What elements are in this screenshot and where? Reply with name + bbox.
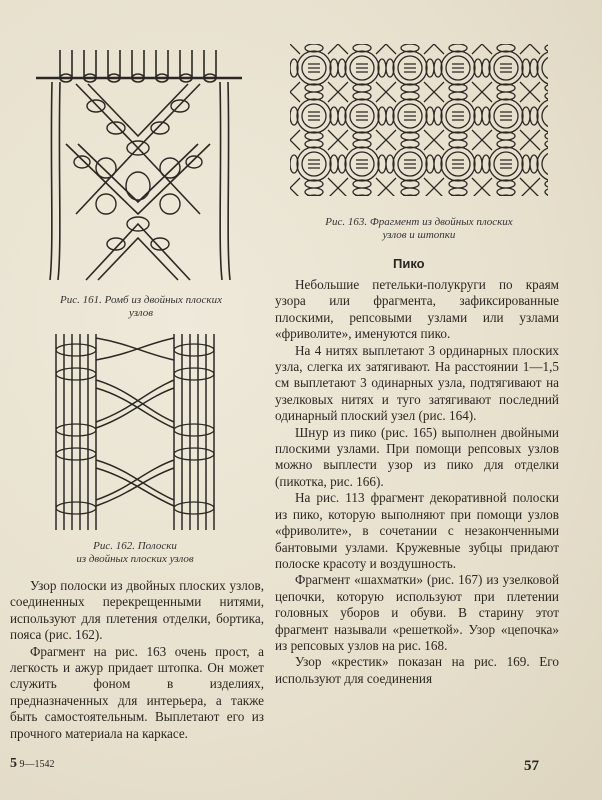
paragraph: На 4 нитях выплетают 3 ординарных плоских узла, слегка их затягивают. На расстоянии 1—1,5 см выплетают 3 одинарных узла, подтягивают на узелковых нитях и туго затягивают последний одинарный плоский узел (рис. 164). xyxy=(275,342,559,424)
figure-162-caption xyxy=(50,540,220,566)
figure-161-caption xyxy=(36,294,246,320)
paragraph: Фрагмент «шахматки» (рис. 167) из узелковой цепочки, которую используют при плетении головных уборов и обуви. В старину этот фрагмент называли «решеткой». Узор «цепочка» из репсовых узлов на рис. 168. xyxy=(275,572,559,653)
section-heading: Пико xyxy=(393,256,425,271)
figure-162-illustration xyxy=(50,330,220,536)
paragraph: Небольшие петельки-полукруги по краям узора или фрагмента, зафиксированные плоскими, репсовыми узлами или узлами «фриволите», именуются пико. xyxy=(275,277,559,342)
paragraph: Шнур из пико (рис. 165) выполнен двойными плоскими узлами. При помощи репсовых узлов можно выплести узор из пико для отделки (пикотка, рис. 166). xyxy=(275,424,559,489)
right-column-text xyxy=(275,277,559,687)
signature-code: 9—1542 xyxy=(19,759,55,770)
figure-163-illustration xyxy=(290,44,548,196)
caption-line: Рис. 162. Полоски xyxy=(93,540,177,552)
caption-line: из двойных плоских узлов xyxy=(76,553,194,565)
paragraph: Фрагмент на рис. 163 очень прост, а легкость и ажур придает штопка. Он может служить фоном в изделиях, предназначенных для интерьера, а также быть самостоятельным. Выплетают его из прочного материала на каркасе. xyxy=(10,643,264,741)
paragraph: Узор полоски из двойных плоских узлов, соединенных перекрещенными нитями, используют для плетения отделки, бортика, пояса (рис. 162). xyxy=(10,578,264,643)
caption-line: узлов xyxy=(129,307,153,319)
paragraph: Узор «крестик» показан на рис. 169. Его используют для соединения xyxy=(275,654,559,686)
page-number: 57 xyxy=(524,758,539,774)
figure-163-caption xyxy=(290,216,548,242)
paragraph: На рис. 113 фрагмент декоративной полоски из пико, которую выполняют при помощи узлов «фриволите», в сочетании с незаконченными бантовыми узлами. Кружевные зубцы придают полоске красоту и воздушность. xyxy=(275,490,559,571)
left-column-text xyxy=(10,578,264,742)
caption-line: узлов и штопки xyxy=(382,229,456,241)
figure-161-illustration xyxy=(36,44,246,288)
caption-line: Рис. 161. Ромб из двойных плоских xyxy=(60,294,222,306)
signature-number: 5 xyxy=(10,756,17,771)
caption-line: Рис. 163. Фрагмент из двойных плоских xyxy=(325,216,513,228)
printer-signature xyxy=(10,756,55,772)
